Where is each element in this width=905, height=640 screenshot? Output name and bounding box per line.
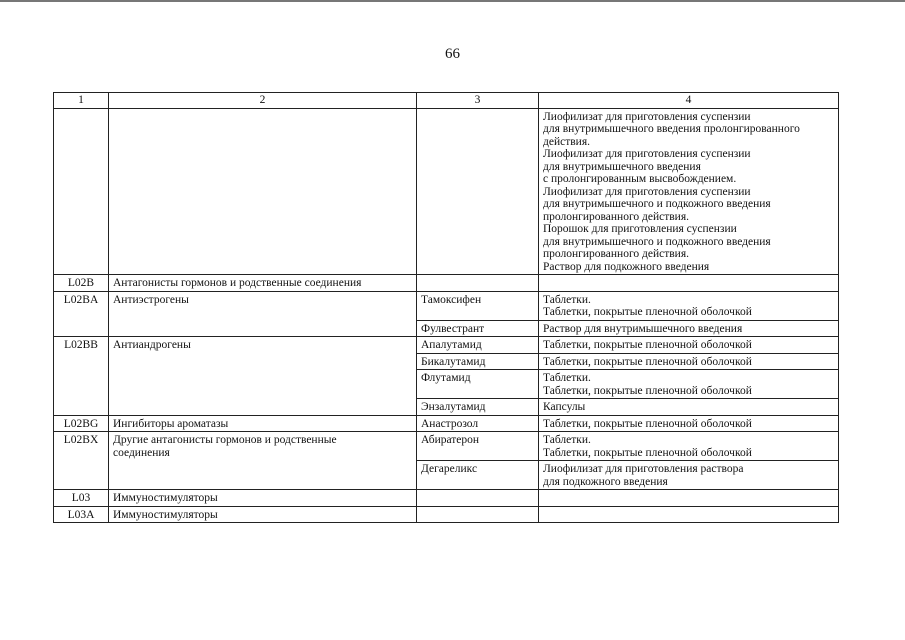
group-name-line: Антиэстрогены	[113, 293, 189, 306]
drug-row	[54, 432, 839, 461]
drug-name-cell: Бикалутамид	[417, 353, 539, 370]
header-row	[54, 93, 839, 109]
group-name-line: Антагонисты гормонов и родственные соединения	[113, 277, 362, 289]
atc-code-cell: L02BB	[54, 337, 109, 416]
group-name-cell	[109, 506, 417, 523]
dosage-form-line: Раствор для подкожного введения	[543, 260, 710, 273]
dosage-form-cell	[539, 415, 839, 432]
dosage-form-cell	[539, 370, 839, 399]
dosage-form-line: для внутримышечного введения пролонгированного	[543, 123, 800, 135]
page-number: 66	[445, 46, 460, 62]
atc-code-cell: L03	[54, 490, 109, 507]
drug-name-cell: Энзалутамид	[417, 399, 539, 416]
dosage-form-line: Лиофилизат для приготовления раствора	[543, 463, 744, 475]
dosage-form-line: Таблетки, покрытые пленочной оболочкой	[543, 417, 752, 430]
dosage-form-line: Капсулы	[543, 401, 586, 413]
dosage-form-line: Таблетки, покрытые пленочной оболочкой	[543, 339, 752, 351]
dosage-form-line: Таблетки, покрытые пленочной оболочкой	[543, 306, 752, 318]
dosage-form-line: Раствор для внутримышечного введения	[543, 322, 743, 335]
dosage-form-cell	[539, 506, 839, 523]
group-name-line: Ингибиторы ароматазы	[113, 417, 229, 430]
drug-row	[54, 415, 839, 432]
drug-row	[54, 337, 839, 354]
drug-name-cell: Абиратерон	[417, 432, 539, 461]
group-name-line: Иммуностимуляторы	[113, 492, 218, 504]
atc-code-cell: L02BA	[54, 291, 109, 337]
dosage-form-line: Таблетки, покрытые пленочной оболочкой	[543, 384, 752, 397]
dosage-form-cell	[539, 291, 839, 320]
header-cell: 4	[539, 93, 839, 109]
dosage-form-cell	[539, 320, 839, 337]
group-name-cell	[109, 108, 417, 275]
dosage-form-cell	[539, 461, 839, 490]
dosage-form-line: Порошок для приготовления суспензии	[543, 223, 737, 235]
dosage-form-line: Таблетки.	[543, 434, 591, 446]
drug-name-cell: Анастрозол	[417, 415, 539, 432]
dosage-form-line: Лиофилизат для приготовления суспензии	[543, 110, 751, 123]
dosage-form-line: Таблетки, покрытые пленочной оболочкой	[543, 446, 752, 459]
group-row	[54, 490, 839, 507]
dosage-form-line: Таблетки.	[543, 372, 591, 384]
dosage-form-line: с пролонгированным высвобождением.	[543, 173, 737, 185]
scan-edge	[0, 0, 905, 2]
group-name-cell	[109, 337, 417, 416]
dosage-form-cell	[539, 490, 839, 507]
dosage-form-line: Таблетки.	[543, 293, 591, 306]
continuation-row	[54, 108, 839, 275]
drug-name-cell: Апалутамид	[417, 337, 539, 354]
drug-name-cell: Дегареликс	[417, 461, 539, 490]
group-name-cell	[109, 490, 417, 507]
dosage-form-cell	[539, 399, 839, 416]
dosage-form-line: для внутримышечного и подкожного введения	[543, 235, 771, 248]
drug-name-cell: Фулвестрант	[417, 320, 539, 337]
atc-code-cell: L02BG	[54, 415, 109, 432]
dosage-form-line: Лиофилизат для приготовления суспензии	[543, 148, 751, 160]
dosage-form-cell	[539, 275, 839, 292]
header-cell: 2	[109, 93, 417, 109]
dosage-form-line: действия.	[543, 135, 590, 148]
dosage-form-cell	[539, 432, 839, 461]
dosage-form-cell	[539, 337, 839, 354]
drug-name-cell	[417, 490, 539, 507]
atc-code-cell: L02B	[54, 275, 109, 292]
group-name-cell	[109, 275, 417, 292]
dosage-form-line: Лиофилизат для приготовления суспензии	[543, 185, 751, 198]
group-row	[54, 275, 839, 292]
dosage-form-line: для подкожного введения	[543, 475, 668, 488]
group-name-line: Антиандрогены	[113, 339, 191, 351]
drug-name-cell	[417, 506, 539, 523]
drug-name-cell: Тамоксифен	[417, 291, 539, 320]
atc-code-cell: L02BX	[54, 432, 109, 490]
group-name-line: Другие антагонисты гормонов и родственные	[113, 434, 337, 446]
group-name-line: соединения	[113, 446, 170, 459]
header-cell: 3	[417, 93, 539, 109]
medicines-table	[53, 92, 839, 523]
drug-name-cell	[417, 275, 539, 292]
dosage-form-cell	[539, 353, 839, 370]
drug-name-cell: Флутамид	[417, 370, 539, 399]
dosage-form-line: для внутримышечного и подкожного введения	[543, 198, 771, 210]
group-name-cell	[109, 291, 417, 337]
dosage-form-line: пролонгированного действия.	[543, 210, 690, 223]
dosage-form-cell	[539, 108, 839, 275]
code-cell	[54, 108, 109, 275]
group-name-line: Иммуностимуляторы	[113, 508, 218, 521]
group-name-cell	[109, 415, 417, 432]
group-row	[54, 506, 839, 523]
atc-code-cell: L03A	[54, 506, 109, 523]
drug-row	[54, 291, 839, 320]
table-body	[54, 93, 839, 523]
drug-name-cell	[417, 108, 539, 275]
dosage-form-line: для внутримышечного введения	[543, 160, 701, 173]
dosage-form-line: пролонгированного действия.	[543, 248, 690, 260]
header-cell: 1	[54, 93, 109, 109]
group-name-cell	[109, 432, 417, 490]
dosage-form-line: Таблетки, покрытые пленочной оболочкой	[543, 355, 752, 368]
